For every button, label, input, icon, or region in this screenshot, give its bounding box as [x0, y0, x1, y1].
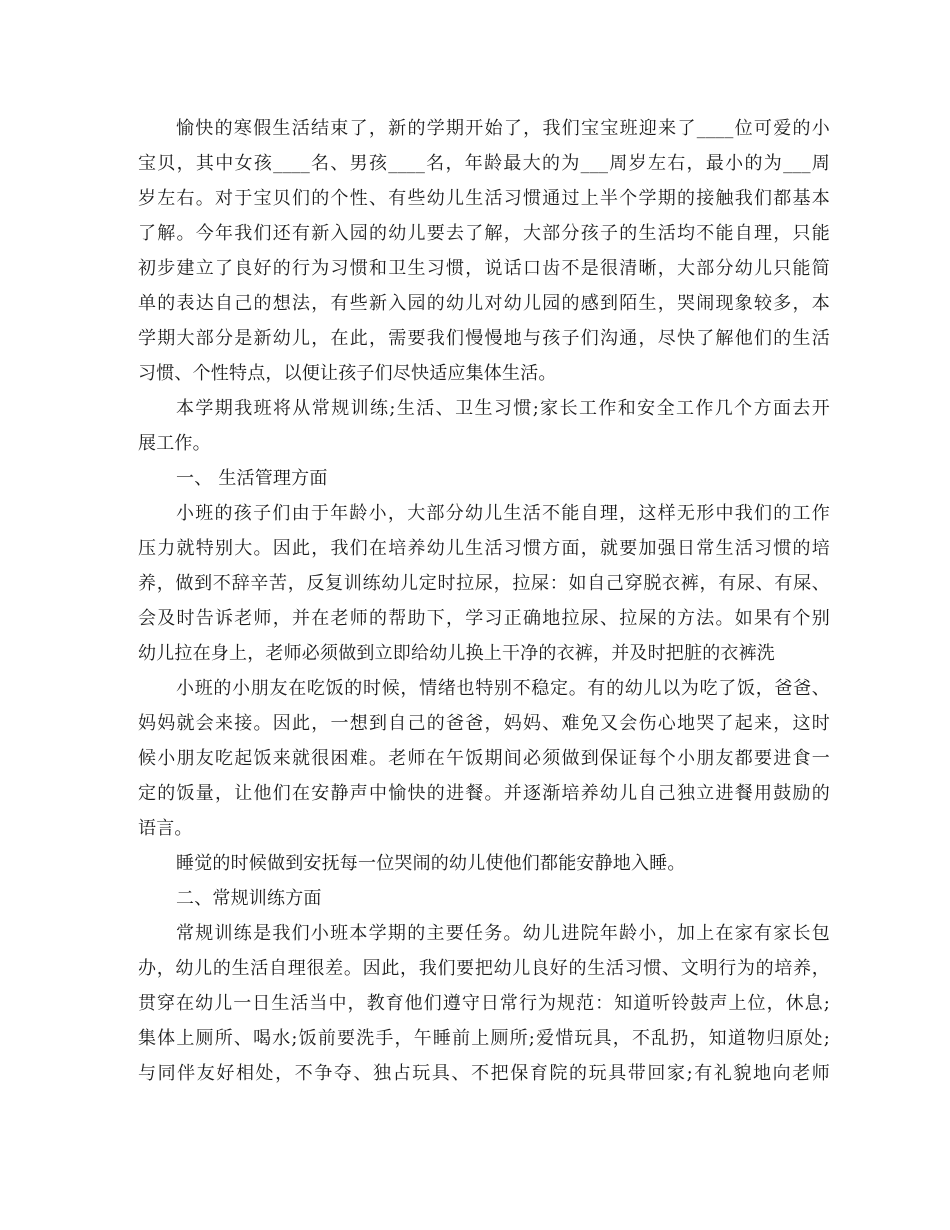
paragraph-life-2 — [138, 671, 830, 846]
document-page — [138, 111, 830, 1091]
text-line: 展工作。 — [138, 433, 211, 454]
text-line: 常规训练是我们小班本学期的主要任务。幼儿进院年龄小，加上在家有家长包 — [176, 923, 830, 944]
text-line: 语言。 — [138, 818, 193, 839]
paragraph-routine-1 — [138, 916, 830, 1091]
paragraph-life-3 — [138, 846, 830, 881]
text-line: 压力就特别大。因此，我们在培养幼儿生活习惯方面，就要加强日常生活习惯的培 — [138, 538, 830, 559]
text-line: 本学期我班将从常规训练;生活、卫生习惯;家长工作和安全工作几个方面去开 — [176, 398, 830, 419]
text-line: 小班的小朋友在吃饭的时候，情绪也特别不稳定。有的幼儿以为吃了饭，爸爸、 — [176, 678, 830, 699]
text-line: 与同伴友好相处，不争夺、独占玩具、不把保育院的玩具带回家;有礼貌地向老师 — [138, 1063, 830, 1084]
text-line: 初步建立了良好的行为习惯和卫生习惯，说话口齿不是很清晰，大部分幼儿只能简 — [138, 258, 830, 279]
text-line: 小班的孩子们由于年龄小，大部分幼儿生活不能自理，这样无形中我们的工作 — [176, 503, 830, 524]
text-line: 岁左右。对于宝贝们的个性、有些幼儿生活习惯通过上半个学期的接触我们都基本 — [138, 188, 830, 209]
text-line: 宝贝，其中女孩____名、男孩____名，年龄最大的为___周岁左右，最小的为___周 — [138, 153, 830, 174]
text-line: 集体上厕所、喝水;饭前要洗手，午睡前上厕所;爱惜玩具，不乱扔，知道物归原处; — [138, 1028, 830, 1049]
text-line: 定的饭量，让他们在安静声中愉快的进餐。并逐渐培养幼儿自己独立进餐用鼓励的 — [138, 783, 830, 804]
text-line: 学期大部分是新幼儿，在此，需要我们慢慢地与孩子们沟通，尽快了解他们的生活 — [138, 328, 830, 349]
text-line: 幼儿拉在身上，老师必须做到立即给幼儿换上干净的衣裤，并及时把脏的衣裤洗 — [138, 643, 775, 664]
text-line: 习惯、个性特点，以便让孩子们尽快适应集体生活。 — [138, 363, 557, 384]
section-heading-routine-training: 二、常规训练方面 — [176, 888, 322, 909]
text-line: 单的表达自己的想法，有些新入园的幼儿对幼儿园的感到陌生，哭闹现象较多，本 — [138, 293, 830, 314]
section-heading-life-management: 一、 生活管理方面 — [176, 468, 328, 489]
paragraph-intro — [138, 111, 830, 391]
text-line: 了解。今年我们还有新入园的幼儿要去了解，大部分孩子的生活均不能自理，只能 — [138, 223, 830, 244]
text-line: 会及时告诉老师，并在老师的帮助下，学习正确地拉尿、拉屎的方法。如果有个别 — [138, 608, 830, 629]
text-line: 睡觉的时候做到安抚每一位哭闹的幼儿使他们都能安静地入睡。 — [176, 853, 686, 874]
text-line: 候小朋友吃起饭来就很困难。老师在午饭期间必须做到保证每个小朋友都要进食一 — [138, 748, 830, 769]
paragraph-life-1 — [138, 496, 830, 671]
paragraph-plan — [138, 391, 830, 461]
text-line: 养，做到不辞辛苦，反复训练幼儿定时拉尿，拉屎：如自己穿脱衣裤，有尿、有屎、 — [138, 573, 830, 594]
text-line: 愉快的寒假生活结束了，新的学期开始了，我们宝宝班迎来了____位可爱的小 — [176, 118, 830, 139]
text-line: 办，幼儿的生活自理很差。因此，我们要把幼儿良好的生活习惯、文明行为的培养， — [138, 958, 830, 979]
text-line: 妈妈就会来接。因此，一想到自己的爸爸，妈妈、难免又会伤心地哭了起来，这时 — [138, 713, 830, 734]
text-line: 贯穿在幼儿一日生活当中，教育他们遵守日常行为规范：知道听铃鼓声上位，休息; — [138, 993, 830, 1014]
